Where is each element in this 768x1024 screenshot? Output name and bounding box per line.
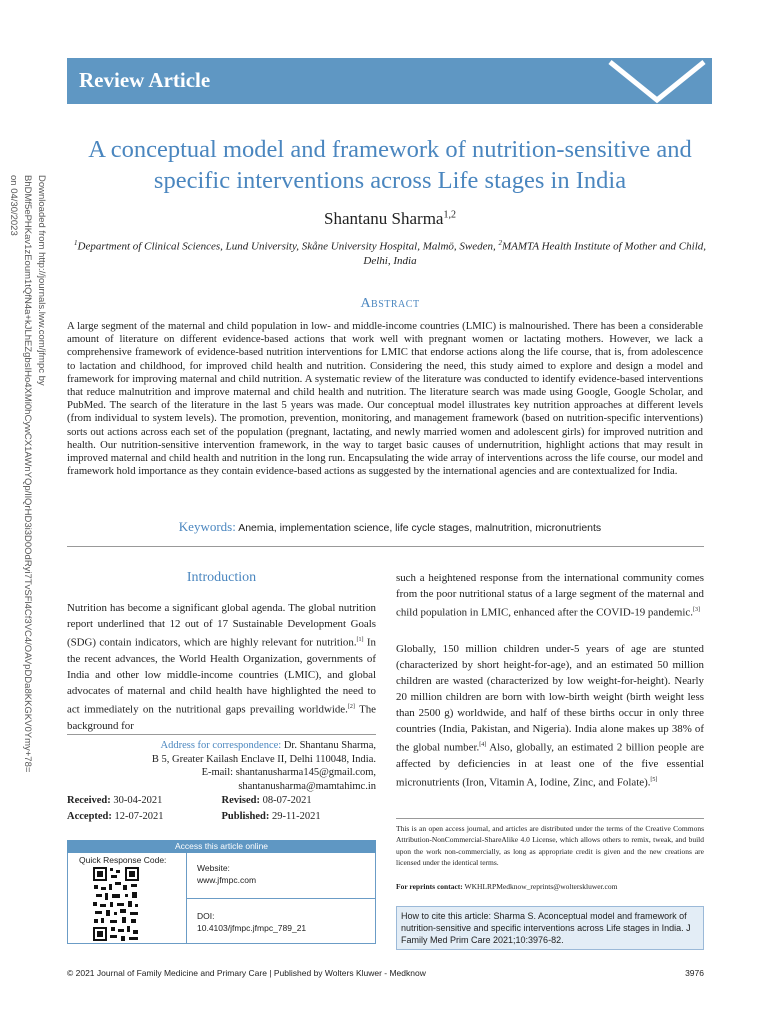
footer-copyright: © 2021 Journal of Family Medicine and Primary Care | Published by Wolters Kluwer - Medknow [67,968,426,978]
affiliations [60,236,720,268]
website-label: Website: [197,863,230,873]
affiliation-mark-2: 2 [498,239,502,247]
email-label: E-mail: [201,767,234,778]
divider [67,826,376,827]
keywords [60,519,720,535]
correspondence-label: Address for correspondence: [160,740,282,751]
divider [67,734,376,735]
body-text-1: such a heightened response from the international community comes from the poor nutritional status of a large segment of the maternal and child population in LMIC, enhanced after the COVID-19 pandemic. [396,572,704,619]
reprints-email[interactable]: WKHLRPMedknow_reprints@wolterskluwer.com [464,882,618,891]
intro-text-3: The background for [67,703,377,732]
revised-date: Revised: 08-07-2021 [221,795,312,806]
doi-link[interactable]: 10.4103/jfmpc.jfmpc_789_21 [197,923,307,933]
divider [67,546,704,547]
affiliation-1: Department of Clinical Sciences, Lund University, Skåne University Hospital, Malmö, Sweden, [77,240,496,253]
body-text-3: Also, globally, an estimated 2 billion people are affected by deficiencies in at least one of the five essential micronutrients (Iron, Vitamin A, Iodine, Zinc, and Folate). [396,742,704,789]
qr-code-icon[interactable] [92,866,140,942]
author-affiliation-marks: 1,2 [443,209,456,221]
received-date: Received: 30-04-2021 [67,795,163,806]
article-type-banner [67,58,712,104]
license-text: This is an open access journal, and articles are distributed under the terms of the Creative Commons Attribution-NonCommercial-ShareAlike 4.0 License, which allows others to remix, tweak, and build upon the work non-commercially, as long as appropriate credit is given and the new creations are licensed under the identical terms. [396,824,704,868]
body-paragraph [396,641,704,791]
correspondence-block [67,739,376,793]
affiliation-2: MAMTA Health Institute of Mother and Child, Delhi, India [363,240,706,267]
introduction-heading: Introduction [186,570,257,585]
introduction-paragraph [67,600,376,734]
banner-chevron-icon [602,58,712,104]
article-title: A conceptual model and framework of nutrition-sensitive and specific interventions across Life stages in India [88,136,692,194]
keywords-label: Keywords: [178,519,236,534]
abstract-text: A large segment of the maternal and child population in low- and middle-income countries (LMIC) is malnourished. There has been a considerable amount of literature on different evidence-based actions that work well with pregnant women or lactating mothers. However, we lack a comprehensive framework of evidence-based nutrition interventions for LMIC that endorse actions along the life course, that is, from adolescence to lactation and childhood, for improved child health and nutrition. Considering the need, this study aimed to explore and design a model and framework for improving maternal and child nutrition. A systematic review of the literature was conducted to identify evidence-based interventions that reduce malnutrition and improve maternal and child health and nutrition. The literature search was made using Google, Google Scholar, and PubMed. The search of the literature in the last 5 years was made. Our conceptual model illustrates key nutrition approaches at different levels (from individual to system levels). The promotion, prevention, monitoring, and management framework (based on nutrition-specific interventions) sorts out actions across each set of the population (pregnant, lactating, and newly married women and adolescent girls) for improved nutrition and health. Our nutrition-sensitive intervention framework, in the way to target basic causes of undernutrition, highlight actions that may result in improved maternal and child health and nutrition in the long run. Encapsulating the wide array of interventions across the life course, our model and framework hold importance as they contain evidence-based actions as suggested by the international agencies and are contextualized for India. [67,320,703,478]
body-text-2: Globally, 150 million children under-5 years of age are stunted (characterized by short height-for-age), and an estimated 50 million children are wasted (characterized by low weight-for-height). Nearly 20 million children are born with low-birth weight (birth weight less than 2500 g) worldwide, and half of these births occur in only three countries (India, Pakistan, and Nigeria). India alone makes up 38% of the global number. [396,642,704,755]
website-link[interactable]: www.jfmpc.com [197,875,257,885]
page-number: 3976 [685,968,704,978]
divider [396,818,704,819]
website-block [197,862,256,886]
left-column [67,570,376,734]
published-date: Published: 29-11-2021 [221,811,321,822]
accepted-date: Accepted: 12-07-2021 [67,811,164,822]
intro-text-2: In the recent advances, the World Health Organization, governments of India and other low middle-income countries (LMIC), and global advocates of maternal and child health have highlighted the need to act immediately on the nutritional gaps prevailing worldwide. [67,636,376,716]
body-paragraph [396,570,704,621]
qr-code-label: Quick Response Code: [79,855,167,865]
dates-row [67,809,376,825]
citation-ref[interactable]: [2] [347,704,355,711]
right-column [396,570,704,791]
doi-block [197,910,306,934]
download-watermark: Downloaded from http://journals.lww.com/jfmpc by BhDMf5ePHKav1zEoum1tQfN4a+kJLhEZgbsIHo4XMi0hCywCX1AWnYQp/IlQrHD3i3D0OdRyi7TvSFl4Cf3VC4/OAVpDDa8KKGKV0Ymy+78= on 04/30/2023 [8,175,47,773]
author-line [60,209,720,229]
dates-row [67,793,376,809]
article-type-label: Review Article [79,68,211,92]
affiliation-mark-1: 1 [74,239,78,247]
intro-text-1: Nutrition has become a significant global agenda. The global nutrition report underlined that 12 out of 17 Sustainable Development Goals (SDG) contain indicators, which are highly relevant for nutrition. [67,602,376,649]
author-name: Shantanu Sharma [324,209,444,228]
citation-ref[interactable]: [3] [693,607,700,614]
doi-label: DOI: [197,911,215,921]
access-online-heading: Access this article online [67,840,376,853]
email-1[interactable]: shantanusharma145@gmail.com, [235,767,376,778]
divider [186,898,376,899]
keywords-list: Anemia, implementation science, life cycle stages, malnutrition, micronutrients [238,522,602,534]
reprints-label: For reprints contact: [396,882,463,891]
page-footer [67,968,704,978]
email-2[interactable]: shantanusharma@mamtahimc.in [238,780,376,792]
correspondence-address: B 5, Greater Kailash Enclave II, Delhi 110048, India. [151,753,376,765]
correspondence-name: Dr. Shantanu Sharma, [283,740,376,751]
article-dates [67,793,376,825]
correspondence-email [67,766,376,780]
correspondence-line-1 [67,739,376,753]
citation-ref[interactable]: [4] [479,742,487,749]
abstract-heading: Abstract [360,296,420,311]
citation-ref[interactable]: [5] [650,777,658,784]
reprints-contact [396,882,704,891]
how-to-cite-box: How to cite this article: Sharma S. Aconceptual model and framework of nutrition-sensitive and specific interventions across Life stages in India. J Family Med Prim Care 2021;10:3976-82. [396,906,704,950]
citation-ref[interactable]: [1] [356,637,364,644]
